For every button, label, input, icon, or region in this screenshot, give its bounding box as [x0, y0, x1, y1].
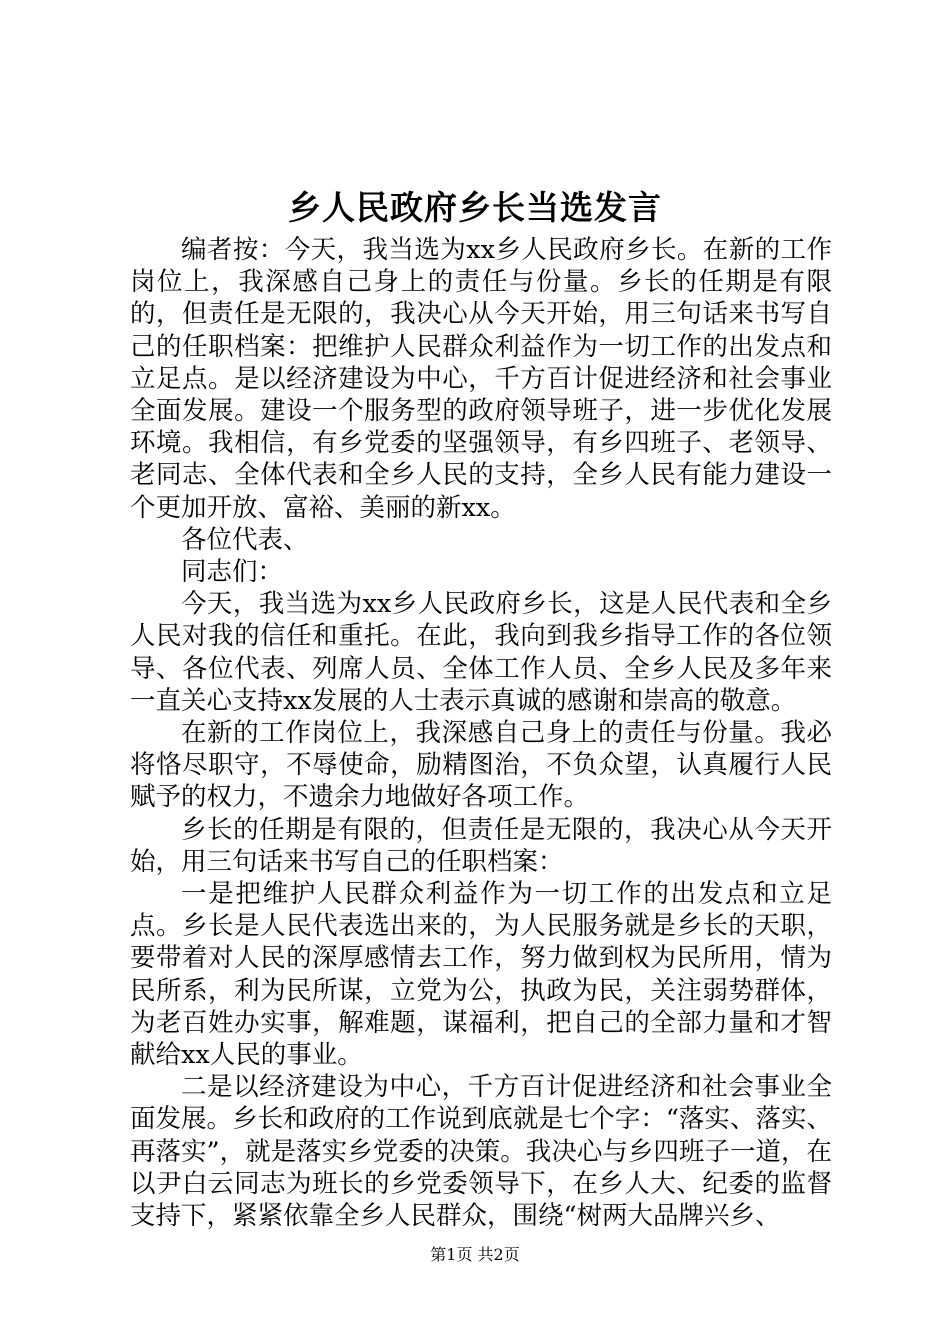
- document-title: 乡人民政府乡长当选发言: [288, 188, 662, 227]
- paragraph-point-two: 二是以经济建设为中心，千方百计促进经济和社会事业全面发展。乡长和政府的工作说到底就是七个字：“落实、落实、再落实”，就是落实乡党委的决策。我决心与乡四班子一道，在以尹白云同志为班长的乡党委领导下，在乡人大、纪委的监督支持下，紧紧依靠全乡人民群众，围绕“树两大品牌兴乡、: [130, 1072, 832, 1232]
- paragraph-commitment: 在新的工作岗位上，我深感自己身上的责任与份量。我必将恪尽职守，不辱使命，励精图治，不负众望，认真履行人民赋予的权力，不遗余力地做好各项工作。: [130, 718, 832, 813]
- paragraph-salutation-comrades: 同志们：: [181, 557, 284, 588]
- document-body: [130, 234, 832, 1232]
- paragraph-point-one: 一是把维护人民群众利益作为一切工作的出发点和立足点。乡长是人民代表选出来的，为人民服务就是乡长的天职，要带着对人民的深厚感情去工作，努力做到权为民所用，情为民所系，利为民所谋，立党为公，执政为民，关注弱势群体，为老百姓办实事，解难题，谋福利，把自己的全部力量和才智献给xx人民的事业。: [130, 879, 832, 1071]
- paragraph-term-intro: 乡长的任期是有限的，但责任是无限的，我决心从今天开始，用三句话来书写自己的任职档案：: [130, 814, 832, 877]
- page-number: 第1页 共2页: [430, 1245, 520, 1264]
- paragraph-salutation-delegates: 各位代表、: [181, 524, 309, 555]
- paragraph-thanks: 今天，我当选为xx乡人民政府乡长，这是人民代表和全乡人民对我的信任和重托。在此，我向到我乡指导工作的各位领导、各位代表、列席人员、全体工作人员、全乡人民及多年来一直关心支持xx发展的人士表示真诚的感谢和崇高的敬意。: [130, 589, 832, 716]
- paragraph-editor-note: 编者按：今天，我当选为xx乡人民政府乡长。在新的工作岗位上，我深感自己身上的责任与份量。乡长的任期是有限的，但责任是无限的，我决心从今天开始，用三句话来书写自己的任职档案：把维护人民群众利益作为一切工作的出发点和立足点。是以经济建设为中心，千方百计促进经济和社会事业全面发展。建设一个服务型的政府领导班子，进一步优化发展环境。我相信，有乡党委的坚强领导，有乡四班子、老领导、老同志、全体代表和全乡人民的支持，全乡人民有能力建设一个更加开放、富裕、美丽的新xx。: [130, 235, 832, 523]
